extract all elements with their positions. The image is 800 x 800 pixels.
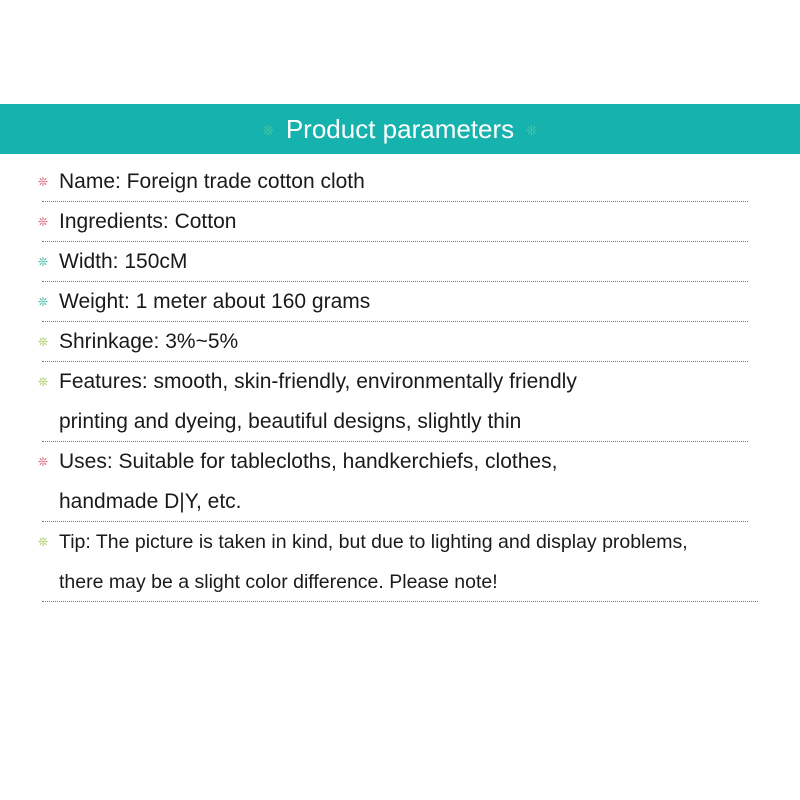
param-text: Features: smooth, skin-friendly, environmentally friendly (59, 370, 577, 393)
parameter-list (0, 162, 800, 602)
flower-bullet-icon: ❊ (37, 295, 49, 309)
flower-bullet-icon: ❊ (37, 455, 49, 469)
header-banner (0, 104, 800, 154)
flower-ornament-icon: ❊ (262, 123, 274, 138)
param-text: Uses: Suitable for tablecloths, handkerchiefs, clothes, (59, 450, 558, 473)
flower-bullet-icon: ❊ (37, 375, 49, 389)
flower-ornament-icon: ❊ (526, 123, 538, 138)
dotted-divider (42, 601, 758, 602)
param-text: Width: 150cM (59, 250, 188, 273)
flower-bullet-icon: ❊ (37, 535, 49, 549)
param-text: Weight: 1 meter about 160 grams (59, 290, 371, 313)
param-text-continued: printing and dyeing, beautiful designs, slightly thin (59, 410, 522, 433)
param-text: Tip: The picture is taken in kind, but due to lighting and display problems, (59, 531, 688, 553)
param-width (0, 242, 800, 282)
param-ingredients (0, 202, 800, 242)
param-tip (0, 522, 800, 602)
param-text: Shrinkage: 3%~5% (59, 330, 239, 353)
flower-bullet-icon: ❊ (37, 255, 49, 269)
param-text-continued: handmade D|Y, etc. (59, 490, 242, 513)
param-weight (0, 282, 800, 322)
param-text: Ingredients: Cotton (59, 210, 237, 233)
flower-bullet-icon: ❊ (37, 215, 49, 229)
param-features (0, 362, 800, 442)
flower-bullet-icon: ❊ (37, 335, 49, 349)
param-text-continued: there may be a slight color difference. Please note! (59, 571, 498, 593)
page-title: Product parameters (285, 113, 515, 144)
param-name (0, 162, 800, 202)
param-shrinkage (0, 322, 800, 362)
param-uses (0, 442, 800, 522)
param-text: Name: Foreign trade cotton cloth (59, 170, 365, 193)
flower-bullet-icon: ❊ (37, 175, 49, 189)
